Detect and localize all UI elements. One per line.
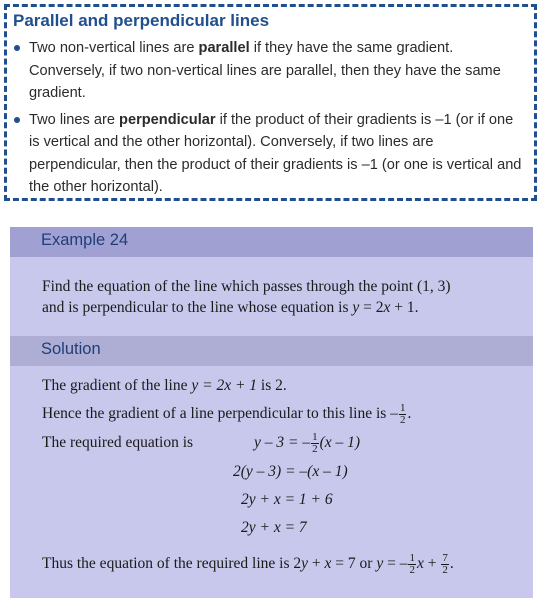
- equation-step-2: 2(y – 3) = –(x – 1): [233, 463, 348, 480]
- solution-final-line: Thus the equation of the required line is 2y + x = 7 or y = – $\frac{1}{2}$ x + $\frac{7}{2}$ .: [42, 552, 454, 576]
- question-line-2: and is perpendicular to the line whose equation is y = 2x + 1.: [42, 299, 419, 316]
- question-line-1: Find the equation of the line which passes through the point (1, 3): [42, 278, 451, 295]
- fraction-one-half: $\frac{1}{2}$: [409, 552, 415, 576]
- fraction-one-half: $\frac{1}{2}$: [312, 431, 318, 455]
- equation-step-4: 2y + x = 7: [241, 519, 307, 536]
- fraction-one-half: $\frac{1}{2}$: [399, 402, 406, 426]
- bullet-parallel: Two non-vertical lines are parallel if they have the same gradient. Conversely, if two non-vertical lines are parallel, then they have the same gradient.: [13, 37, 526, 105]
- solution-line-3-label: The required equation is: [42, 434, 194, 451]
- solution-body: [10, 366, 533, 598]
- key-point-title: Parallel and perpendicular lines: [13, 11, 270, 30]
- fraction-seven-halves: $\frac{7}{2}$: [442, 552, 448, 576]
- bullet-perpendicular: Two lines are perpendicular if the product of their gradients is –1 (or if one is vertical and the other horizontal). Conversely, if two lines are perpendicular, then the product of their gradients is –1 (or one is vertical and the other horizontal).: [13, 109, 526, 199]
- equation-step-1: y – 3 = – $\frac{1}{2}$ (x – 1): [254, 431, 361, 455]
- var-y: y: [301, 555, 309, 573]
- equation-step-3: 2y + x = 1 + 6: [241, 491, 333, 508]
- key-point-list: [13, 37, 526, 199]
- solution-heading-bar: [10, 336, 533, 366]
- example-question: [10, 257, 533, 336]
- example-heading-bar: [10, 227, 533, 257]
- var-x: x: [324, 555, 332, 573]
- solution-heading: Solution: [41, 340, 101, 358]
- example-heading: Example 24: [41, 231, 129, 249]
- solution-line-1: The gradient of the line y = 2x + 1 is 2.: [42, 377, 287, 394]
- var-y: y: [376, 555, 384, 573]
- bullet-dot-icon: [14, 45, 20, 51]
- var-x: x: [416, 555, 424, 573]
- bullet-dot-icon: [14, 117, 20, 123]
- solution-line-2: Hence the gradient of a line perpendicular to this line is – $\frac{1}{2}$ .: [42, 402, 412, 426]
- key-point-box: [4, 4, 537, 201]
